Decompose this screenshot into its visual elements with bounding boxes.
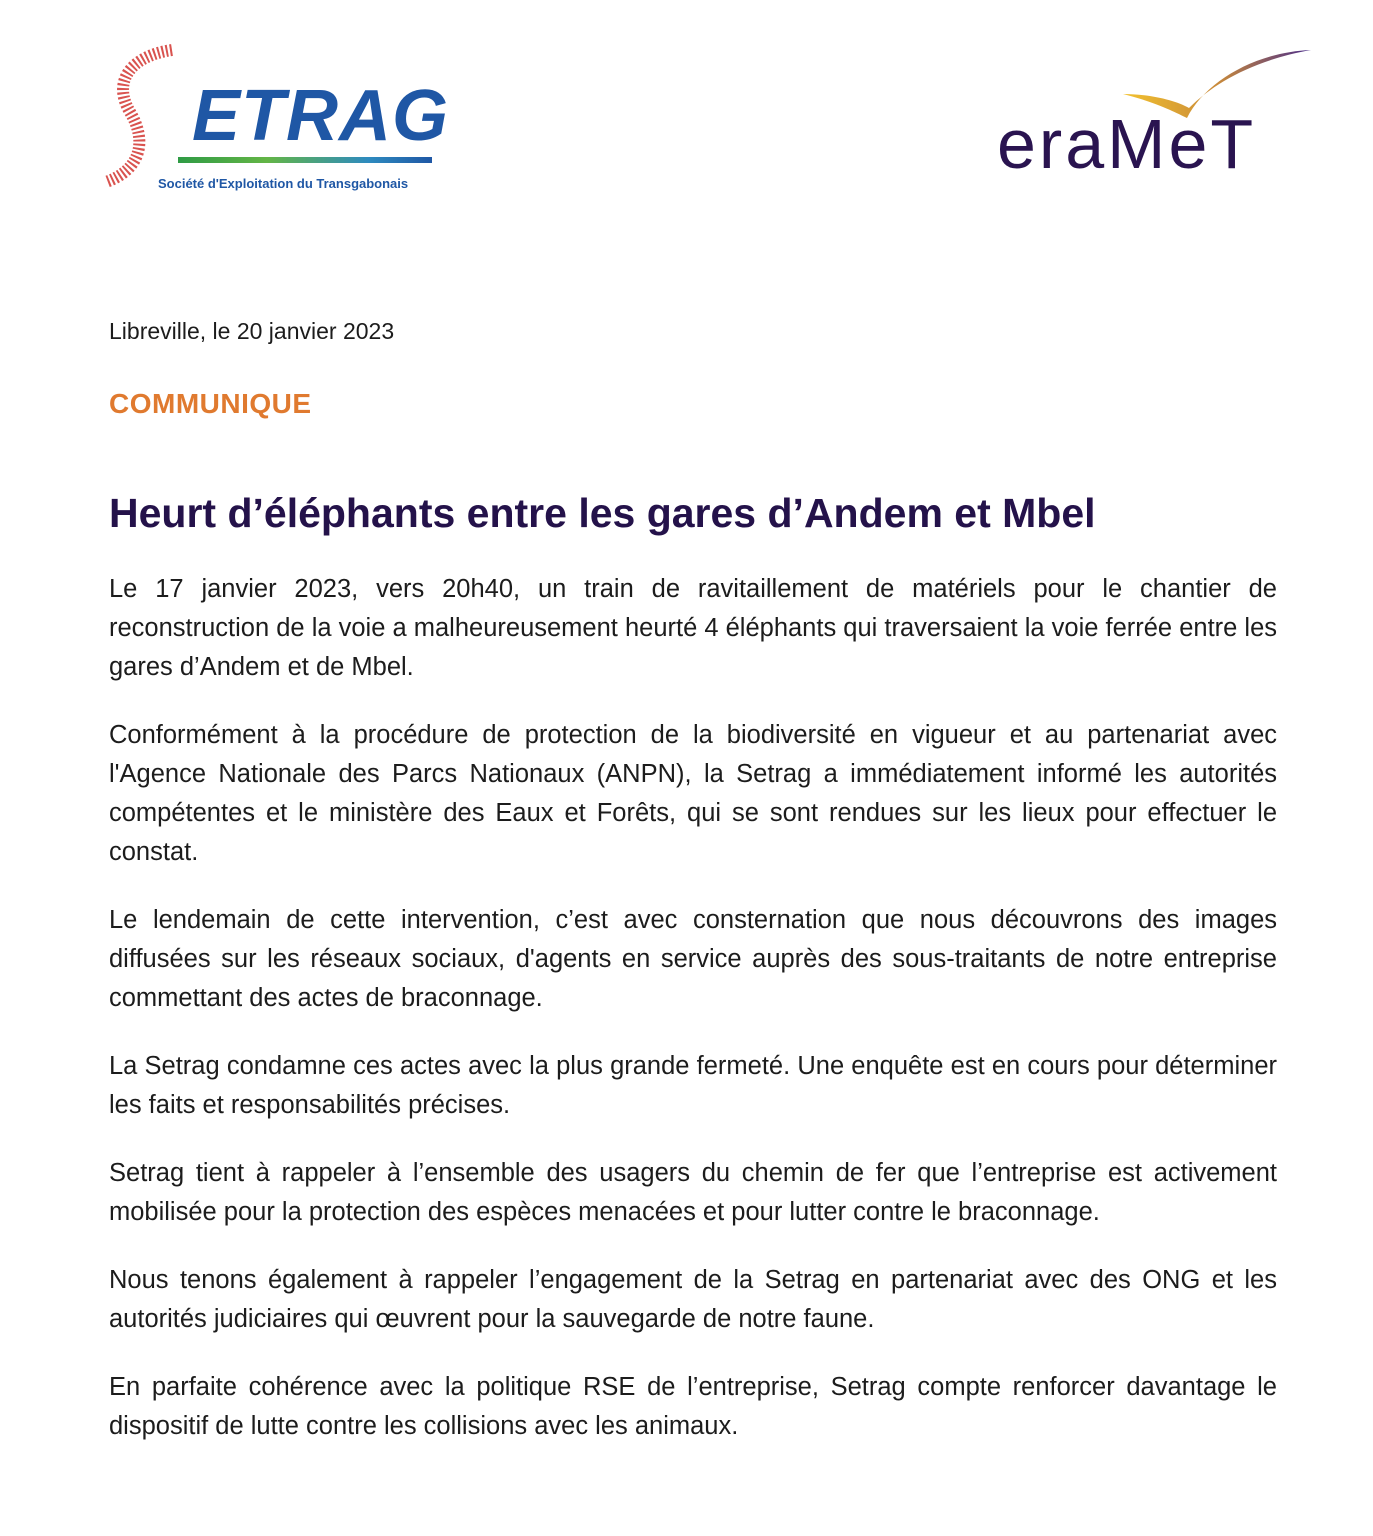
setrag-logo	[100, 42, 449, 202]
paragraph: Nous tenons également à rappeler l’engagement de la Setrag en partenariat avec des ONG et les autorités judiciaires qui œuvrent pour la sauvegarde de notre faune.	[109, 1266, 1277, 1333]
eramet-wordmark: eraMeT	[997, 105, 1257, 183]
paragraph: Conformément à la procédure de protection de la biodiversité en vigueur et au partenariat avec l'Agence Nationale des Parcs Nationaux (ANPN), la Setrag a immédiatement informé les autorités compétentes et le ministère des Eaux et Forêts, qui se sont rendues sur les lieux pour effectuer le constat.	[109, 721, 1277, 866]
paragraph: Setrag tient à rappeler à l’ensemble des usagers du chemin de fer que l’entreprise est activement mobilisée pour la protection des espèces menacées et pour lutter contre le braconnage.	[109, 1159, 1277, 1226]
document-title: Heurt d’éléphants entre les gares d’Andem et Mbel	[109, 490, 1096, 536]
setrag-wordmark: ETRAG	[192, 76, 449, 156]
setrag-tagline: Société d'Exploitation du Transgabonais	[158, 176, 409, 191]
setrag-rail-s-icon	[100, 42, 190, 192]
paragraph: Le 17 janvier 2023, vers 20h40, un train de ravitaillement de matériels pour le chantier de reconstruction de la voie a malheureusement heurté 4 éléphants qui traversaient la voie ferrée entre les gares d’Andem et de Mbel.	[109, 575, 1278, 681]
eramet-logo	[995, 42, 1315, 182]
paragraph: Le lendemain de cette intervention, c’est avec consternation que nous découvrons des images diffusées sur les réseaux sociaux, d'agents en service auprès des sous-traitants de notre entreprise commettant des actes de braconnage.	[109, 906, 1277, 1012]
setrag-underline	[178, 157, 432, 163]
document-body	[109, 570, 1277, 1475]
letterhead	[0, 0, 1373, 230]
paragraph: En parfaite cohérence avec la politique RSE de l’entreprise, Setrag compte renforcer davantage le dispositif de lutte contre les collisions avec les animaux.	[109, 1373, 1277, 1440]
document-date: Libreville, le 20 janvier 2023	[109, 318, 395, 344]
paragraph: La Setrag condamne ces actes avec la plus grande fermeté. Une enquête est en cours pour déterminer les faits et responsabilités précises.	[109, 1052, 1277, 1119]
document-label: COMMUNIQUE	[109, 388, 312, 419]
